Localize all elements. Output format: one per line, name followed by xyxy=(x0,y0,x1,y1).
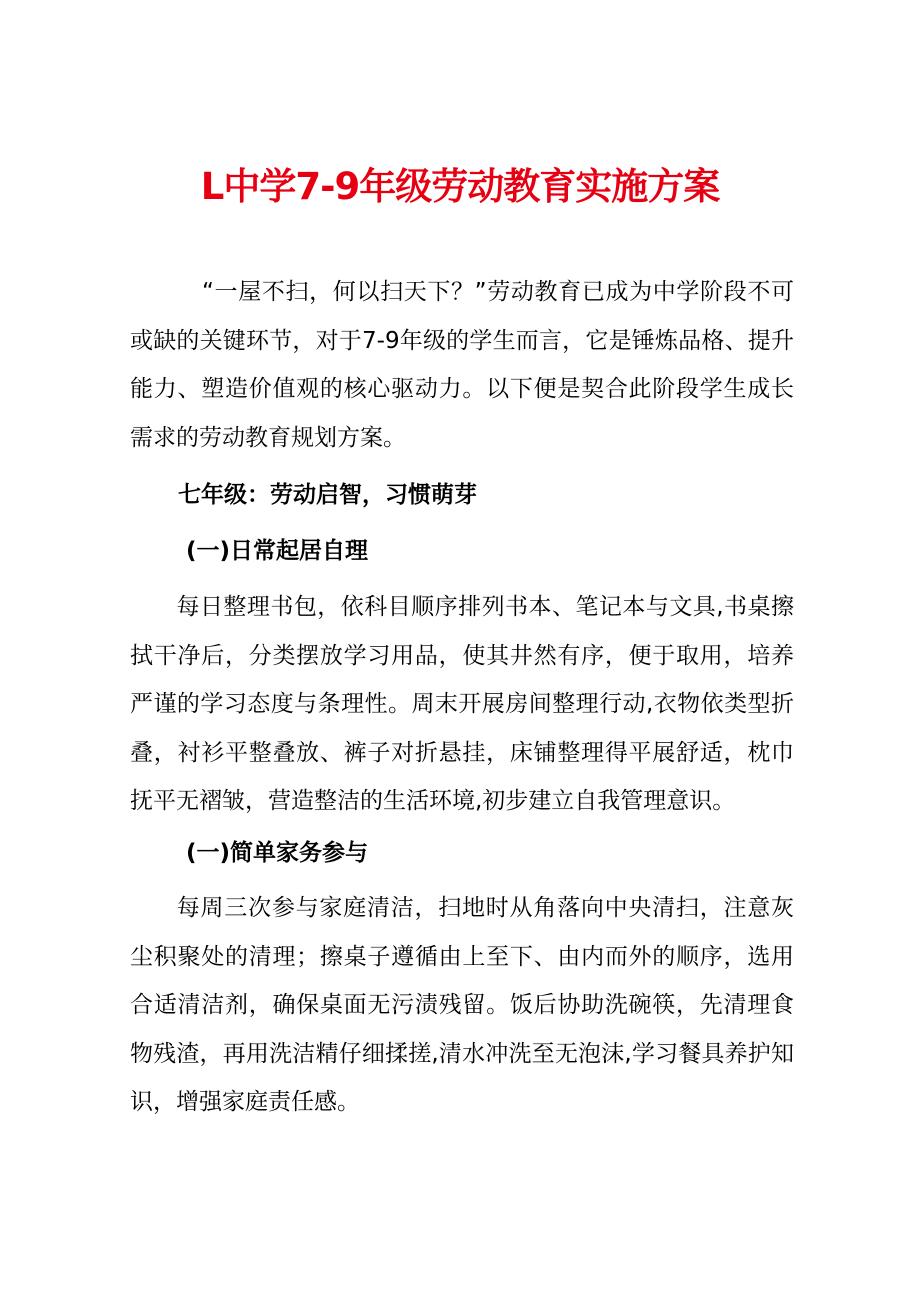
document-title: L中学7-9年级劳动教育实施方案 xyxy=(200,164,720,208)
section1-heading: (一)日常起居自理 xyxy=(186,538,369,564)
section1-text: 每日整理书包，依科目顺序排列书本、笔记本与文具,书桌擦拭干净后，分类摆放学习用品，使其井然有序，便于取用，培养严谨的学习态度与条理性。周末开展房间整理行动,衣物依类型折叠，衬衫平整叠放、裤子对折悬挂，床铺整理得平展舒适，枕巾抚平无褶皱，营造整洁的生活环境,初步建立自我管理意识。 xyxy=(130,594,794,815)
section2-paragraph xyxy=(130,884,794,1127)
section1-paragraph xyxy=(130,583,794,826)
section2-heading: (一)简单家务参与 xyxy=(186,840,369,866)
intro-paragraph xyxy=(130,268,794,462)
intro-text: “一屋不扫，何以扫天下？”劳动教育已成为中学阶段不可或缺的关键环节，对于7-9年级的学生而言，它是锤炼品格、提升能力、塑造价值观的核心驱动力。以下便是契合此阶段学生成长需求的劳动教育规划方案。 xyxy=(130,279,794,451)
section2-text: 每周三次参与家庭清洁，扫地时从角落向中央清扫，注意灰尘积聚处的清理；擦桌子遵循由上至下、由内而外的顺序，选用合适清洁剂，确保桌面无污渍残留。饭后协助洗碗筷，先清理食物残渣，再用洗洁精仔细揉搓,清水冲洗至无泡沫,学习餐具养护知识，增强家庭责任感。 xyxy=(130,895,794,1116)
grade7-heading: 七年级：劳动启智，习惯萌芽 xyxy=(178,482,477,508)
